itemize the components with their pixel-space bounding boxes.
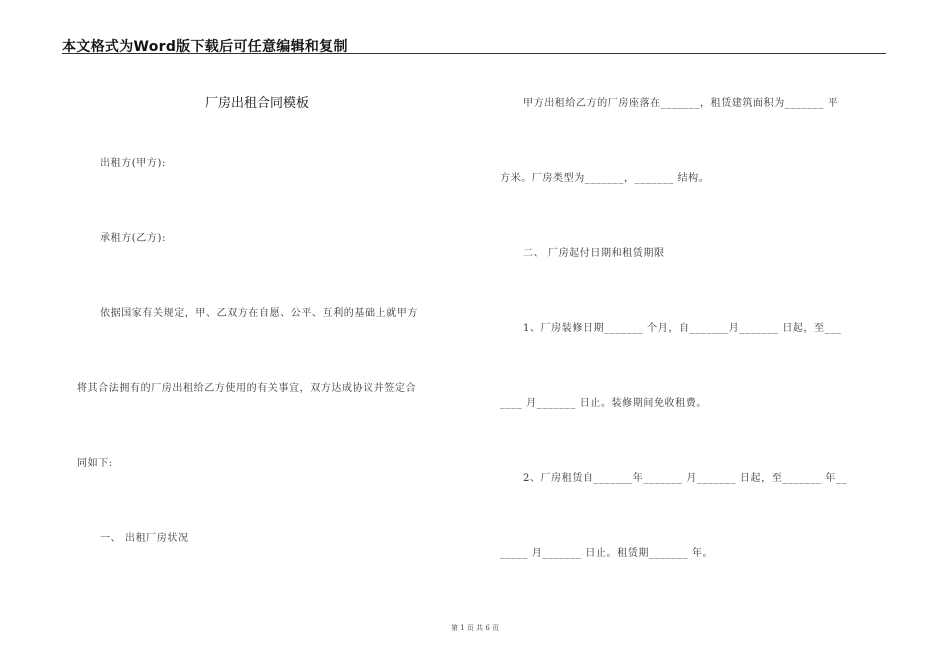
page-number: 第 1 页 共 6 页 — [450, 624, 500, 632]
header-divider — [62, 53, 886, 54]
document-header: 本文格式为Word版下载后可任意编辑和复制 — [62, 39, 348, 55]
preamble-line-3: 同如下: — [77, 458, 113, 469]
lessor-line: 出租方(甲方): — [100, 158, 166, 169]
clause-2-line-2: _____ 月_______ 日止。租赁期_______ 年。 — [500, 548, 714, 559]
clause-1-line-1: 1、厂房装修日期_______ 个月，自_______月_______ 日起，至___ — [523, 323, 842, 334]
preamble-line-2: 将其合法拥有的厂房出租给乙方使用的有关事宜，双方达成协议并签定合 — [77, 383, 417, 394]
premises-line-2: 方米。厂房类型为_______，_______ 结构。 — [500, 173, 710, 184]
clause-1-line-2: ____ 月_______ 日止。装修期间免收租费。 — [500, 398, 707, 409]
premises-line-1: 甲方出租给乙方的厂房座落在_______，租赁建筑面积为_______ 平 — [523, 98, 839, 109]
lessee-line: 承租方(乙方): — [100, 233, 166, 244]
document-title: 厂房出租合同模板 — [205, 96, 310, 111]
section-1-heading: 一、 出租厂房状况 — [100, 533, 189, 544]
clause-2-line-1: 2、厂房租赁自_______年_______ 月_______ 日起，至_______ 年__ — [523, 473, 848, 484]
preamble-line-1: 依据国家有关规定，甲、乙双方在自愿、公平、互利的基础上就甲方 — [100, 308, 418, 319]
section-2-heading: 二、 厂房起付日期和租赁期限 — [523, 248, 665, 259]
